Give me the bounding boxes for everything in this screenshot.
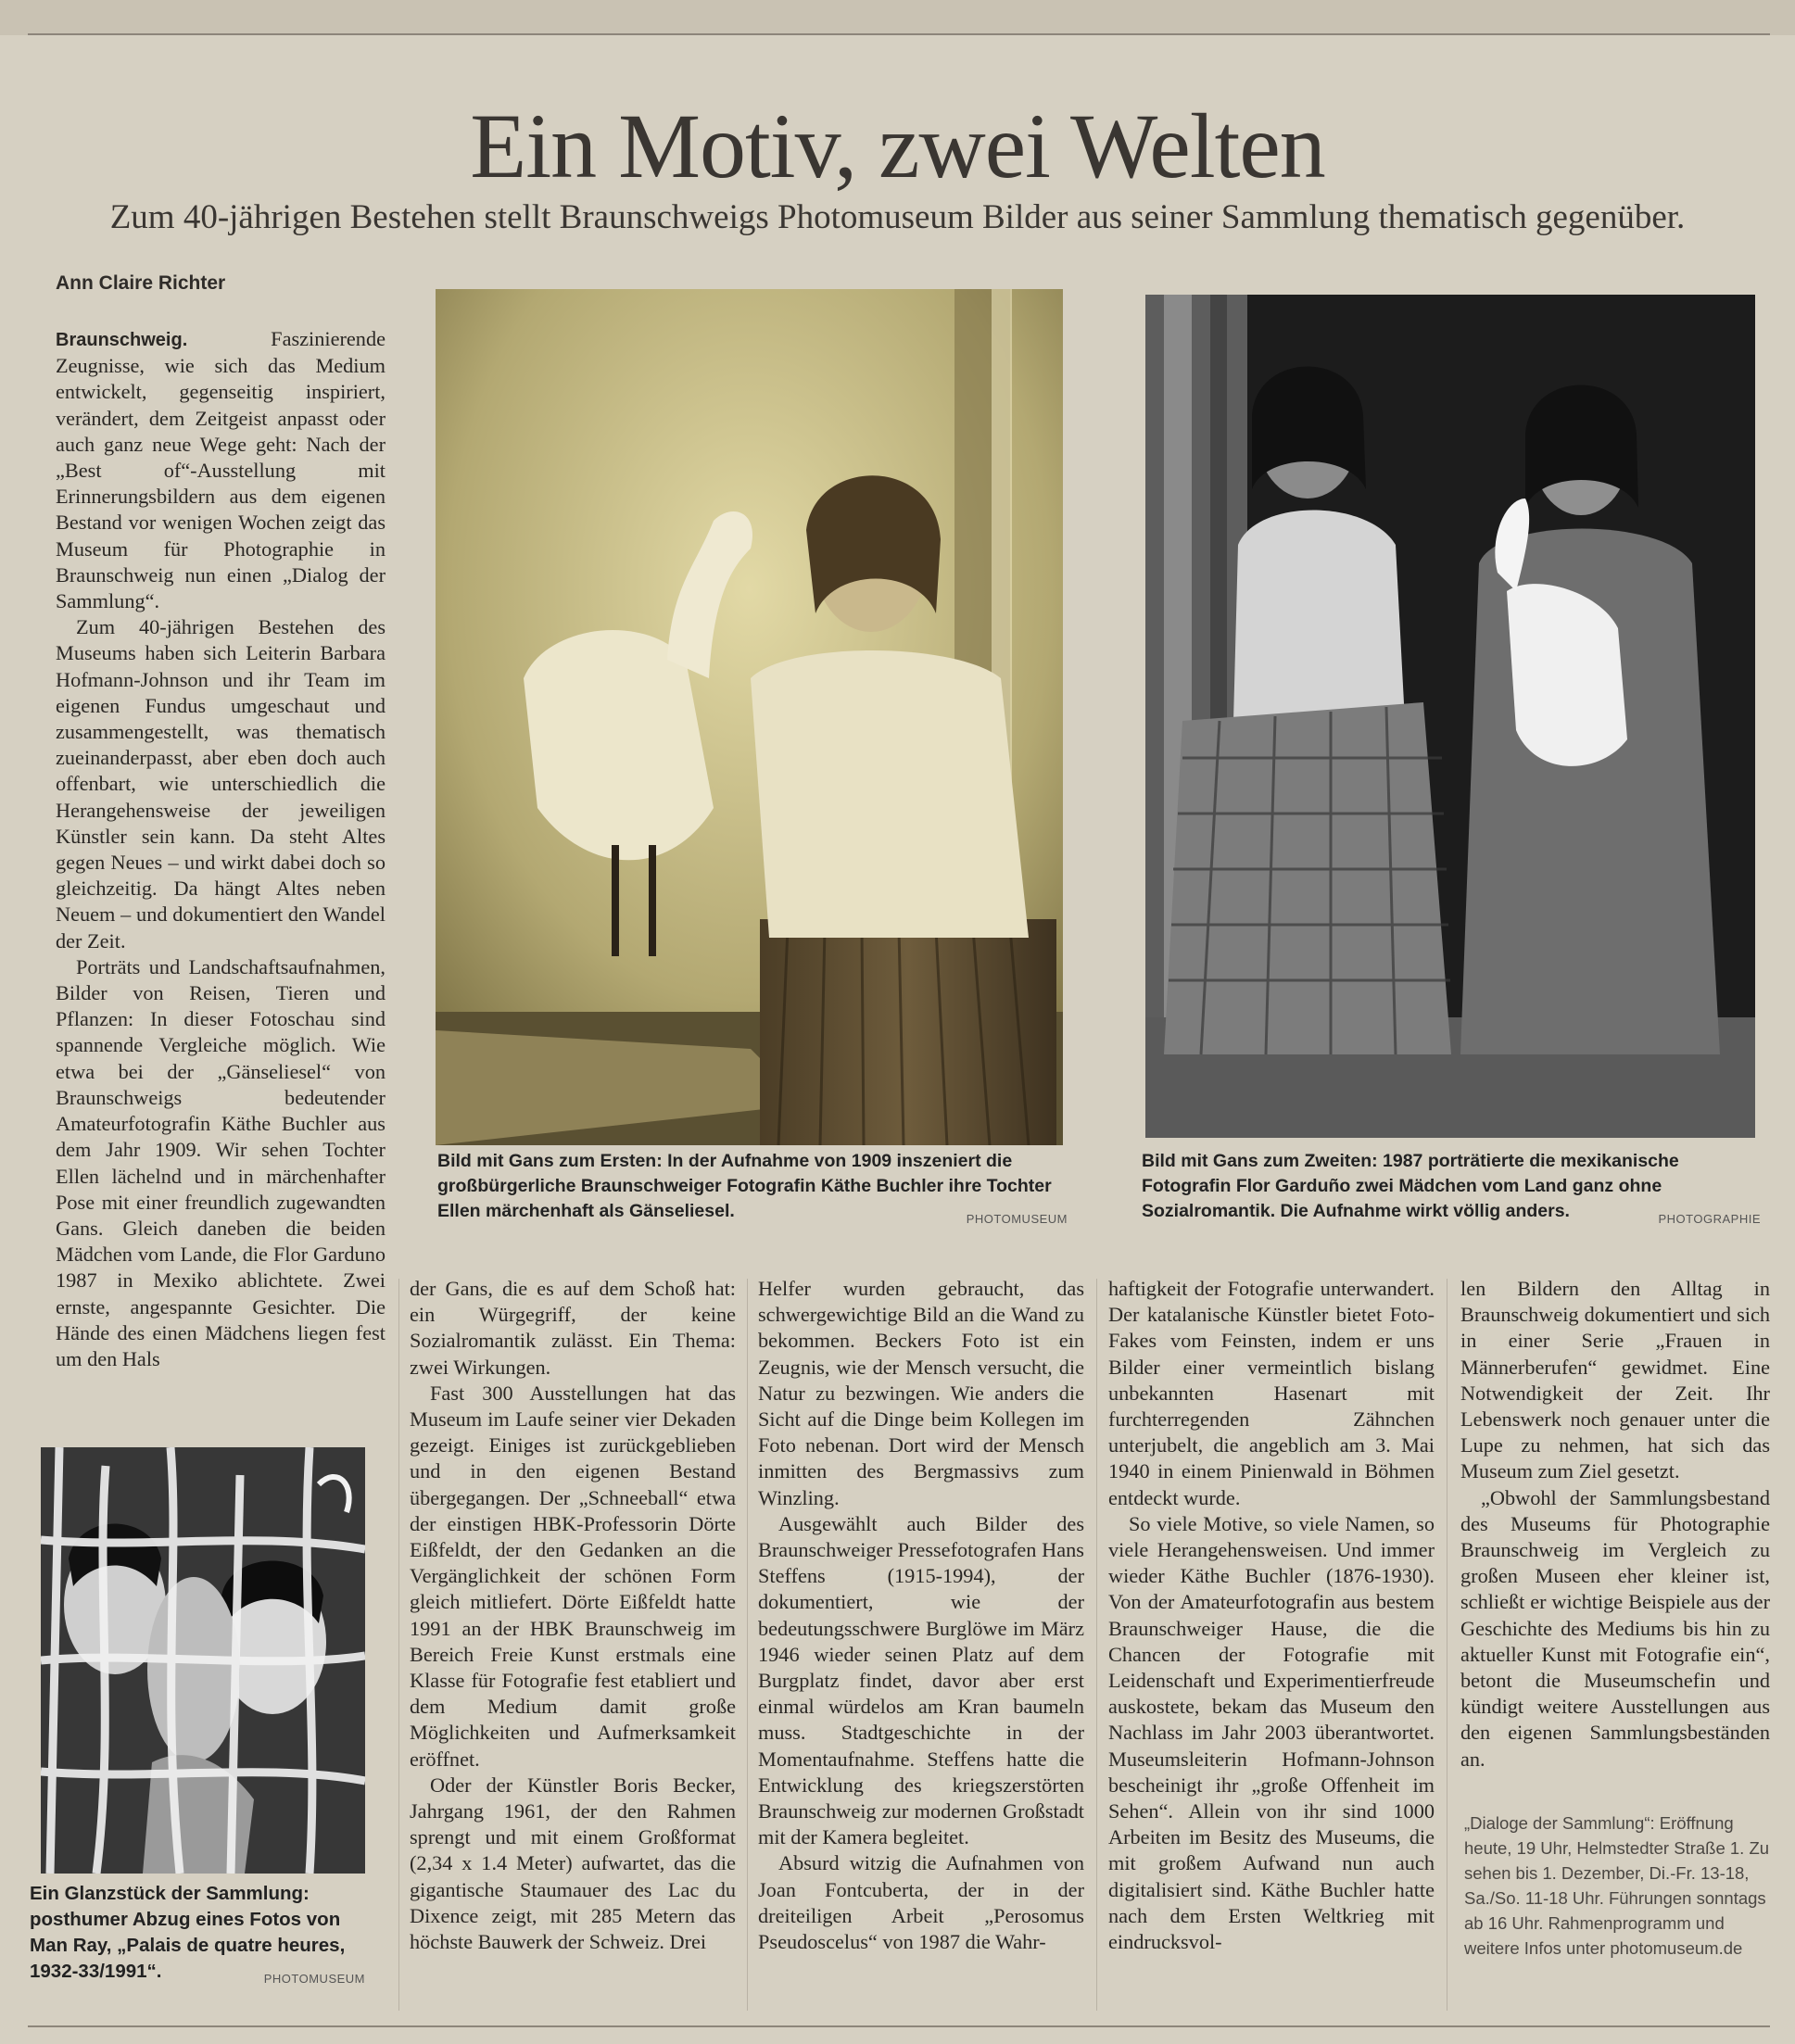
bottom-rule	[28, 2025, 1770, 2027]
caption-right-photo	[1142, 1149, 1761, 1231]
top-rule	[28, 33, 1770, 35]
article-column-2	[410, 1276, 736, 1955]
column-divider	[398, 1279, 399, 2011]
caption-left-photo	[437, 1149, 1068, 1231]
column-divider	[1096, 1279, 1097, 2011]
caption-bottom-photo	[30, 1881, 365, 1992]
photo-credit: PHOTOMUSEUM	[966, 1212, 1068, 1226]
photo-credit: PHOTOGRAPHIE	[1658, 1212, 1761, 1226]
paragraph: So viele Motive, so viele Namen, so viele Herangehensweisen. Und immer wieder Käthe Buchler (1876-1930). Von der Amateurfotografin aus bestem Braunschweiger Hause, die die Chancen der Fotografie mit Leidenschaft und Experimentierfreude auskostete, bekam das Museum den Nachlass im Jahr 2003 überantwortet. Museumsleiterin Hofmann-Johnson bescheinigt ihr „große Offenheit im Sehen“. Allein von ihr sind 1000 Arbeiten im Besitz des Museums, die mit großem Aufwand nun auch digitalisiert sind. Käthe Buchler hatte nach dem Ersten Weltkrieg mit eindrucksvol-	[1108, 1511, 1435, 1954]
photo-girl-with-goose-1909	[436, 289, 1063, 1145]
paragraph: „Obwohl der Sammlungsbestand des Museums für Photographie Braunschweig im Vergleich zu großen Museen eher kleiner ist, schließt er wichtige Beispiele aus der Geschichte des Mediums bis hin zu aktueller Kunst mit Fotografie ein“, betont die Museumschefin und kündigt weitere Ausstellungen aus den eigenen Sammlungsbeständen an.	[1460, 1485, 1770, 1771]
top-strip	[0, 0, 1795, 35]
headline: Ein Motiv, zwei Welten	[470, 95, 1325, 197]
author-byline: Ann Claire Richter	[56, 272, 226, 294]
article-column-1	[56, 326, 386, 1372]
photo-man-ray-palais	[41, 1447, 365, 1874]
caption-text: Bild mit Gans zum Zweiten: 1987 porträtierte die mexikanische Fotografin Flor Garduño zwei Mädchen vom Land ganz ohne Sozialromantik. Die Aufnahme wirkt völlig anders.	[1142, 1151, 1679, 1221]
column-divider	[747, 1279, 748, 2011]
caption-text: Bild mit Gans zum Ersten: In der Aufnahme von 1909 inszeniert die großbürgerliche Braunschweiger Fotografin Käthe Buchler ihre Tochter Ellen märchenhaft als Gänseliesel.	[437, 1151, 1052, 1221]
caption-text: Ein Glanzstück der Sammlung: posthumer Abzug eines Fotos von Man Ray, „Palais de quatre heures, 1932-33/1991“.	[30, 1883, 346, 1982]
dateline: Braunschweig.	[56, 330, 188, 350]
paragraph: Porträts und Landschaftsaufnahmen, Bilder von Reisen, Tieren und Pflanzen: In dieser Fotoschau sind spannende Vergleiche möglich. Wie etwa bei der „Gänseliesel“ von Braunschweigs bedeutender Amateurfotografin Käthe Buchler aus dem Jahr 1909. Wir sehen Tochter Ellen lächelnd und in märchenhafter Pose mit einer freundlich zugewandten Gans. Gleich daneben die beiden Mädchen vom Lande, die Flor Garduno 1987 in Mexiko ablichtete. Zwei ernste, angespannte Gesichter. Die Hände des einen Mädchens liegen fest um den Hals	[56, 954, 386, 1370]
article-column-5	[1460, 1276, 1770, 1773]
photo-credit: PHOTOMUSEUM	[263, 1972, 365, 1986]
paragraph: len Bildern den Alltag in Braunschweig dokumentiert und sich in einer Serie „Frauen in Männerberufen“ gewidmet. Eine Notwendigkeit der Zeit. Ihr Lebenswerk noch genauer unter die Lupe zu nehmen, hat sich das Museum zum Ziel gesetzt.	[1460, 1277, 1770, 1483]
article-column-3	[758, 1276, 1084, 1955]
paragraph: Oder der Künstler Boris Becker, Jahrgang 1961, der den Rahmen sprengt und mit einem Großformat (2,34 x 1.4 Meter) aufwartet, das die gigantische Staumauer des Lac du Dixence zeigt, mit 285 Metern das höchste Bauwerk der Schweiz. Drei	[410, 1773, 736, 1954]
article-column-4	[1108, 1276, 1435, 1955]
subheadline: Zum 40-jährigen Bestehen stellt Braunschweigs Photomuseum Bilder aus seiner Sammlung thematisch gegenüber.	[109, 198, 1686, 236]
man-ray-photo-illustration	[41, 1447, 365, 1874]
event-info-box: „Dialoge der Sammlung“: Eröffnung heute, 19 Uhr, Helmstedter Straße 1. Zu sehen bis 1. Dezember, Di.-Fr. 13-18, Sa./So. 11-18 Uhr. Führungen sonntags ab 16 Uhr. Rahmenprogramm und weitere Infos unter photomuseum.de	[1464, 1813, 1770, 1958]
sepia-photo-illustration	[436, 289, 1063, 1145]
paragraph: Fast 300 Ausstellungen hat das Museum im Laufe seiner vier Dekaden gezeigt. Einiges ist zurückgeblieben und in den eigenen Bestand übergegangen. Der „Schneeball“ etwa der einstigen HBK-Professorin Dörte Eißfeldt, der den Gedanken an die Vergänglichkeit der schönen Form gleich mitliefert. Dörte Eißfeldt hatte 1991 an der HBK Braunschweig im Bereich Freie Kunst erstmals eine Klasse für Fotografie fest etabliert und dem Medium damit große Möglichkeiten und Aufmerksamkeit eröffnet.	[410, 1381, 736, 1771]
paragraph: haftigkeit der Fotografie unterwandert. Der katalanische Künstler bietet Foto-Fakes vom Feinsten, indem er uns Bilder einer vermeintlich bislang unbekannten Hasenart mit furchterregenden Zähnchen unterjubelt, die angeblich am 3. Mai 1940 in einem Pinienwald in Böhmen entdeckt wurde.	[1108, 1277, 1435, 1509]
paragraph: Faszinierende Zeugnisse, wie sich das Medium entwickelt, gegenseitig inspiriert, verändert, dem Zeitgeist anpasst oder auch ganz neue Wege geht: Nach der „Best of“-Ausstellung mit Erinnerungsbildern aus dem eigenen Bestand vor wenigen Wochen zeigt das Museum für Photographie in Braunschweig nun einen „Dialog der Sammlung“.	[56, 327, 386, 613]
paragraph: Absurd witzig die Aufnahmen von Joan Fontcuberta, der in der dreiteiligen Arbeit „Perosomus Pseudoscelus“ von 1987 die Wahr-	[758, 1851, 1084, 1954]
bw-photo-illustration	[1145, 295, 1755, 1138]
photo-two-girls-with-goose-1987	[1145, 295, 1755, 1138]
paragraph: Zum 40-jährigen Bestehen des Museums haben sich Leiterin Barbara Hofmann-Johnson und ihr Team im eigenen Fundus umgeschaut und zusammengestellt, was thematisch zueinanderpasst, aber eben doch auch offenbart, wie unterschiedlich die Herangehensweise der jeweiligen Künstler sein kann. Da steht Altes gegen Neues – und wirkt dabei doch so gleichzeitig. Da hängt Altes neben Neuem – und dokumentiert den Wandel der Zeit.	[56, 615, 386, 953]
paragraph: Helfer wurden gebraucht, das schwergewichtige Bild an die Wand zu bekommen. Beckers Foto ist ein Zeugnis, wie der Mensch versucht, die Natur zu bezwingen. Wie anders die Sicht auf die Dinge beim Kollegen im Foto nebenan. Dort wird der Mensch inmitten des Bergmassivs zum Winzling.	[758, 1277, 1084, 1509]
paragraph: der Gans, die es auf dem Schoß hat: ein Würgegriff, der keine Sozialromantik zulässt. Ein Thema: zwei Wirkungen.	[410, 1277, 736, 1379]
paragraph: Ausgewählt auch Bilder des Braunschweiger Pressefotografen Hans Steffens (1915-1994), der dokumentiert, wie der bedeutungsschwere Burglöwe im März 1946 wieder seinen Platz auf dem Burgplatz findet, davor aber erst einmal würdelos am Kran baumeln muss. Stadtgeschichte in der Momentaufnahme. Steffens hatte die Entwicklung des kriegszerstörten Braunschweig zur modernen Großstadt mit der Kamera begleitet.	[758, 1511, 1084, 1849]
